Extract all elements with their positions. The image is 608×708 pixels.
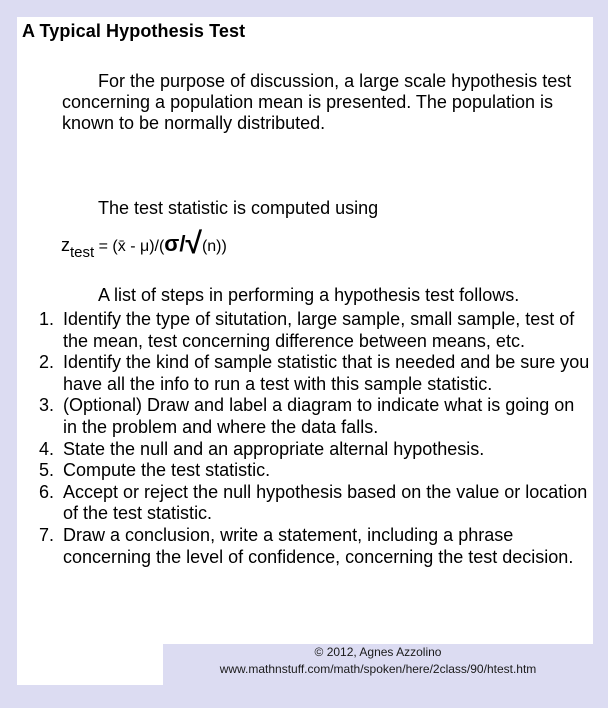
step-text: Accept or reject the null hypothesis based on the value or location of the test statistic.: [63, 481, 588, 524]
footer-credit: [163, 644, 593, 688]
list-item: [17, 525, 593, 568]
step-text: Compute the test statistic.: [63, 460, 271, 481]
formula-sigma: σ: [164, 231, 180, 256]
step-text: Draw a conclusion, write a statement, including a phrase concerning the level of confidence, concerning the test decision.: [63, 524, 574, 567]
formula-z: z: [61, 235, 70, 255]
formula-part2: (n)): [201, 238, 227, 255]
step-number: 3.: [39, 395, 55, 416]
formula-subscript: test: [70, 244, 95, 261]
statistic-intro-text: The test statistic is computed using: [98, 198, 379, 218]
formula-part1: = (x̄ - μ)/(: [94, 238, 165, 255]
step-text: (Optional) Draw and label a diagram to indicate what is going on in the problem and where the data falls.: [63, 395, 575, 437]
document-page: [17, 17, 593, 685]
steps-intro-text: A list of steps in performing a hypothesis test follows.: [98, 285, 520, 305]
intro-text: For the purpose of discussion, a large scale hypothesis test concerning a population mean is presented. The population is known to be normally distributed.: [62, 71, 572, 133]
step-number: 2.: [39, 352, 55, 373]
step-text: Identify the type of situtation, large sample, small sample, test of the mean, test concerning difference between means, etc.: [63, 309, 575, 351]
source-url: www.mathnstuff.com/math/spoken/here/2class/90/htest.htm: [219, 662, 537, 676]
square-root-symbol: √: [185, 227, 202, 260]
steps-intro: [62, 285, 582, 306]
steps-list: [17, 309, 593, 568]
list-item: [17, 395, 593, 438]
step-number: 5.: [39, 460, 55, 481]
step-number: 6.: [39, 481, 55, 502]
step-text: Identify the kind of sample statistic that is needed and be sure you have all the info to run a test with this sample statistic.: [63, 352, 590, 394]
intro-paragraph: [62, 71, 582, 134]
test-statistic-formula: [61, 227, 227, 261]
list-item: [17, 482, 593, 525]
statistic-intro: [62, 198, 582, 219]
copyright-text: © 2012, Agnes Azzolino: [314, 645, 442, 659]
list-item: [17, 352, 593, 395]
step-number: 7.: [39, 524, 55, 545]
list-item: [17, 309, 593, 352]
step-text: State the null and an appropriate alternal hypothesis.: [63, 438, 485, 459]
step-number: 4.: [39, 438, 55, 459]
formula-slash: /: [179, 231, 186, 256]
page-title: A Typical Hypothesis Test: [22, 21, 246, 41]
step-number: 1.: [39, 309, 55, 329]
list-item: [17, 439, 593, 461]
list-item: [17, 460, 593, 482]
